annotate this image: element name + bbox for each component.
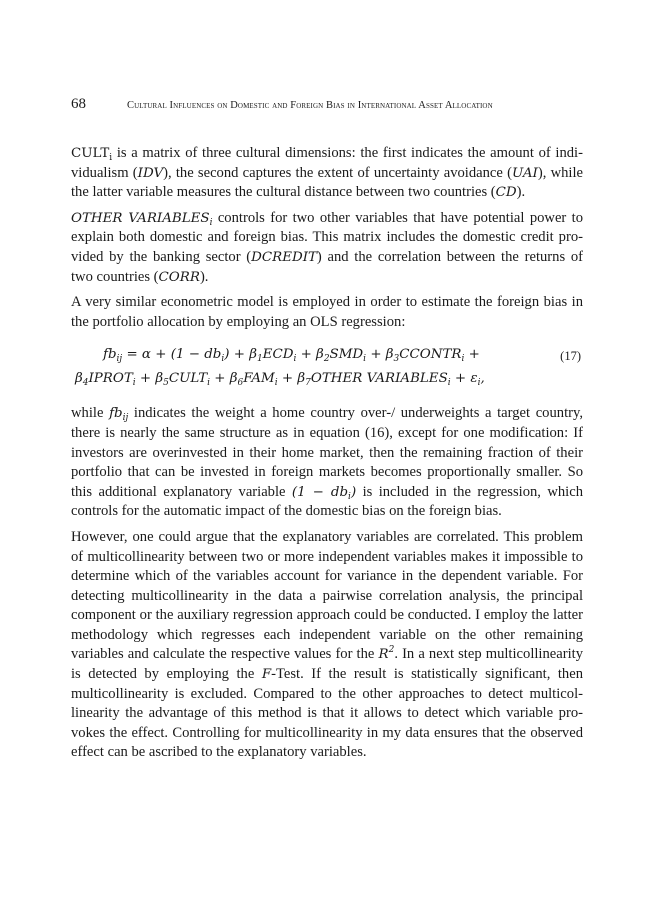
page-header xyxy=(71,96,581,114)
running-title: Cultural Influences on Domestic and Foreign Bias in International Asset Allocation xyxy=(127,100,493,111)
equation-line-1: $fb_{ij} = \alpha + (1 - db_i) + \beta_1ECD_i + \beta_2SMD_i$ + $\beta_3CCONTR_i$ + xyxy=(103,347,480,365)
paragraph-other-variables: OTHER $VARIABLES_i$ controls for two other variables that have potential power to explain both domestic and foreign bias. This matrix includes the domestic credit provided by the banking sector (DCREDIT) and the correlation between the returns of two countries (CORR). xyxy=(71,209,583,285)
math-r-squared: $R^2$ xyxy=(378,645,395,663)
paragraph-cult: $CULT_i$ is a matrix of three cultural dimensions: the first indicates the amount of individualism (IDV), the second captures the extent of uncertainty avoidance (UAI), while the latter variable measures the cultural distance between two countries (CD). xyxy=(71,145,583,201)
math-uai: UAI xyxy=(511,165,538,181)
math-cult: $CULT_i$ xyxy=(71,146,113,163)
math-dcredit: DCREDIT xyxy=(251,249,317,265)
page-number: 68 xyxy=(71,96,86,112)
math-corr: CORR xyxy=(158,269,200,285)
equation-17 xyxy=(71,344,583,392)
math-f: F xyxy=(261,667,272,683)
paragraph-multicollinearity: However, one could argue that the explanatory variables are correlated. This problem of multicollinearity between two or more independent variables makes it impossible to determine which of the variables account for variance in the dependent variable. For detecting multicollinearity in the data a pairwise correlation analysis, the principal component or the auxiliary regression approach could be conducted. I employ the latter methodology which regresses each independent variable on the other remaining variables and calculate the respective values for the $R^2$. In a next step multicollinearity is detected by employing the F-Test. If the result is statistically significant, then multicollinearity is excluded. Compared to the other approaches to detect multicollinearity the advantage of this method is that it allows to detect which variable provokes the effect. Controlling for multicollinearity in my data ensures that the observed effect can be ascribed to the explanatory variables. xyxy=(71,528,584,761)
math-dbi: $(1 - db_i)$ xyxy=(291,484,357,502)
paragraph-foreign-bias: while $fb_{ij}$ indicates the weight a home country over-/ underweights a target country, there is nearly the same structure as in equation (16), except for one modification: If investors are overinvested in their home market, then the remaining fraction of their portfolio that can be invested in foreign markets becomes proportionally smaller. So this additional explanatory variable $(1 - db_i)$ is included in the regression, which controls for the automatic impact of the domestic bias on the foreign bias. xyxy=(71,405,584,520)
equation-line-2: $\beta_4IPROT_i$ + $\beta_5CULT_i + \beta_6FAM_i$ + $\beta_7OTHER$ $VARIABLES_i + \varepsilon_i$, xyxy=(75,371,485,389)
math-fbij: $fb_{ij}$ xyxy=(109,406,129,424)
body-text xyxy=(71,144,583,769)
paragraph-model-intro: A very similar econometric model is employed in order to estimate the foreign bias in the portfolio allocation by employing an OLS regression: xyxy=(71,294,583,330)
math-other-variables: OTHER $VARIABLES_i$ xyxy=(71,210,213,228)
math-cd: CD xyxy=(495,185,517,201)
equation-number: (17) xyxy=(560,349,581,364)
math-idv: IDV xyxy=(137,165,164,181)
